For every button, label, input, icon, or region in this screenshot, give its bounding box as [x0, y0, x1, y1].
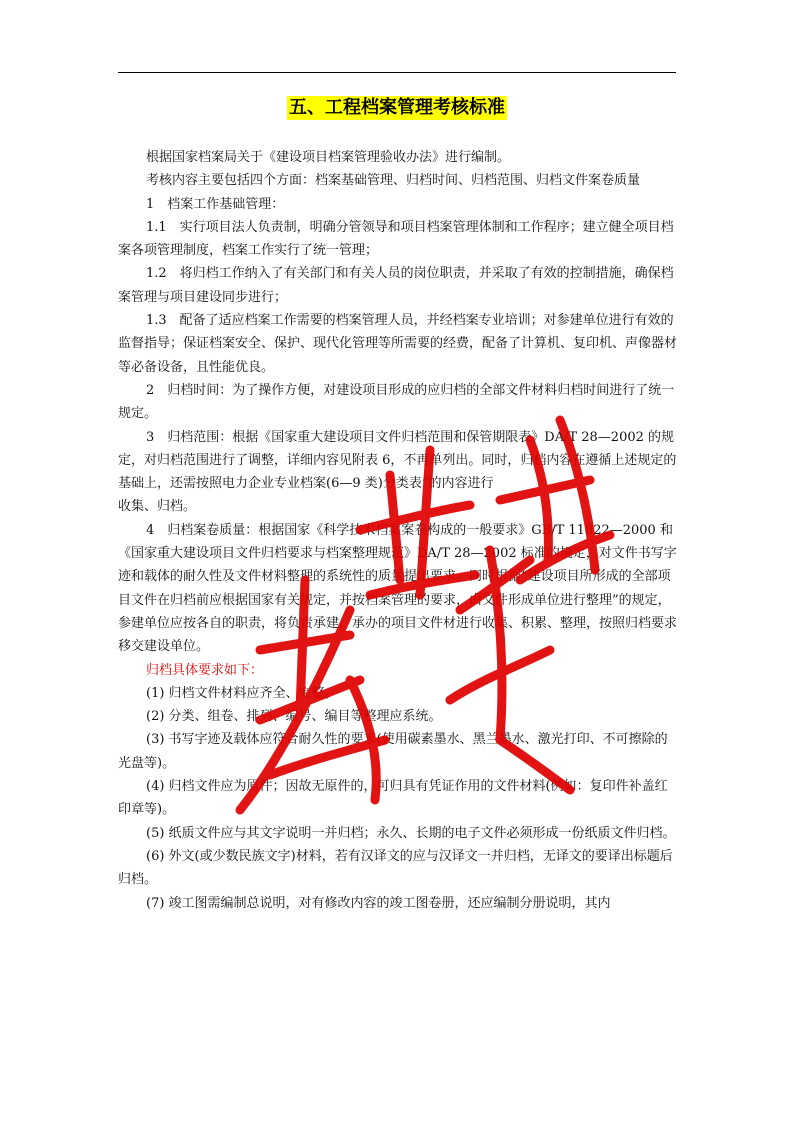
paragraph: 1 档案工作基础管理： [146, 196, 285, 212]
paragraph: 根据国家档案局关于《建设项目档案管理验收办法》进行编制。 [146, 150, 511, 165]
list-item: (3) 书写字迹及载体应符合耐久性的要求(使用碳素墨水、黑兰墨水、激光打印、不可擦除的光盘等)。 [118, 732, 668, 771]
paragraph: 收集、归档。 [118, 499, 197, 515]
header-rule [118, 72, 676, 73]
requirements-heading: 归档具体要求如下： [146, 662, 264, 678]
page-title: 五、工程档案管理考核标准 [289, 97, 505, 118]
list-item: (2) 分类、组卷、排列、编号、编目等整理应系统。 [146, 709, 442, 725]
paragraph: 1.2 将归档工作纳入了有关部门和有关人员的岗位职责，并采取了有效的控制措施，确保档案管理与项目建设同步进行； [118, 266, 674, 305]
list-item: (7) 竣工图需编制总说明，对有修改内容的竣工图卷册，还应编制分册说明，其内 [146, 895, 611, 911]
paragraph: 考核内容主要包括四个方面：档案基础管理、归档时间、归档范围、归档文件案卷质量 [146, 173, 641, 189]
paragraph: 1.3 配备了适应档案工作需要的档案管理人员，并经档案专业培训；对参建单位进行有效的监督指导；保证档案安全、保护、现代化管理等所需要的经费，配备了计算机、复印机、声像器材等必备设备，且性能优良。 [118, 313, 678, 375]
list-item: (4) 归档文件应为原件；因故无原件的，可归具有凭证作用的文件材料(例如：复印件补盖红印章等)。 [118, 779, 668, 818]
title-container [0, 96, 794, 120]
list-item: (5) 纸质文件应与其文字说明一并归档；永久、长期的电子文件必须形成一份纸质文件归档。 [146, 825, 676, 841]
document-body [118, 146, 680, 915]
paragraph: 3 归档范围：根据《国家重大建设项目文件归档范围和保管期限表》DA/T 28—2002 的规定，对归档范围进行了调整，详细内容见附表 6，不再单列出。同时，归档内容在遵循上述规定的基础上，还需按照电力企业专业档案(6—9 类)分类表”的内容进行 [118, 429, 677, 492]
paragraph: 2 归档时间：为了操作方便，对建设项目形成的应归档的全部文件材料归档时间进行了统一规定。 [118, 382, 675, 422]
paragraph: 4 归档案卷质量：根据国家《科学技术档案案卷构成的一般要求》GB/T 11822—2000 和《国家重大建设项目文件归档要求与档案整理规范》DA/T 28—2002 标准的规定，对文件书写字迹和载体的耐久性及文件材料整理的系统性的质量提出要求。同时根据“建设项目所形成的全部项目文件在归档前应根据国家有关规定，并按档案管理的要求，由文件形成单位进行整理”的规定，参建单位应按各自的职责，将负责承建、承办的项目文件材进行收集、积累、整理，按照归档要求移交建设单位。 [118, 522, 678, 655]
list-item: (6) 外文(或少数民族文字)材料，若有汉译文的应与汉译文一并归档，无译文的要译出标题后归档。 [118, 848, 673, 888]
paragraph: 1.1 实行项目法人负责制，明确分管领导和项目档案管理体制和工作程序；建立健全项目档案各项管理制度，档案工作实行了统一管理； [118, 219, 674, 259]
list-item: (1) 归档文件材料应齐全、完整。 [146, 685, 338, 701]
